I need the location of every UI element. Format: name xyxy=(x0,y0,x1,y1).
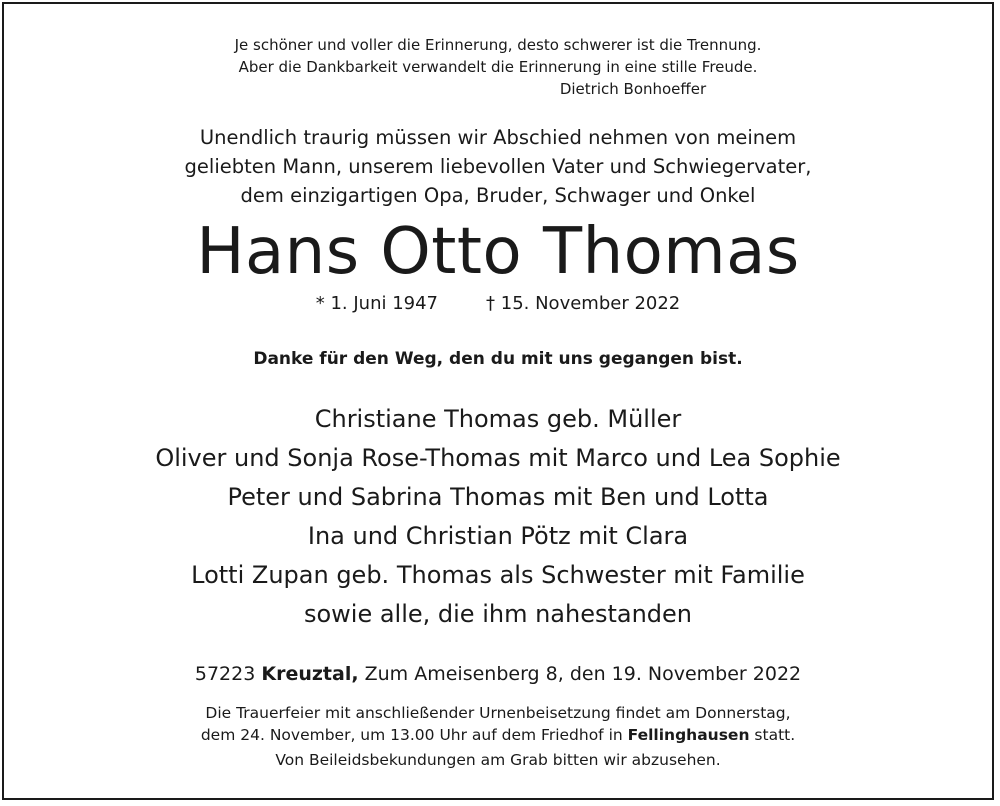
mourner-line: Lotti Zupan geb. Thomas als Schwester mit Familie xyxy=(191,561,805,589)
thanks-line: Danke für den Weg, den du mit uns gegangen bist. xyxy=(253,349,743,369)
intro-line-2: geliebten Mann, unserem liebevollen Vater und Schwiegervater, xyxy=(184,155,812,178)
address-zip: 57223 xyxy=(194,663,256,685)
mourner-line: Ina und Christian Pötz mit Clara xyxy=(307,522,689,550)
bonhoeffer-quote xyxy=(0,34,996,100)
notice-line-2-end: statt. xyxy=(754,725,796,744)
mourner-line: sowie alle, die ihm nahestanden xyxy=(303,600,693,628)
intro-line-1: Unendlich traurig müssen wir Abschied nehmen von meinem xyxy=(199,126,797,149)
notice-line-3: Von Beileidsbekundungen am Grab bitten wir abzusehen. xyxy=(275,751,721,769)
address-rest: Zum Ameisenberg 8, den 19. November 2022 xyxy=(364,663,802,685)
deceased-name: Hans Otto Thomas xyxy=(196,215,800,289)
notice-line-2-start: dem 24. November, um 13.00 Uhr auf dem Friedhof in xyxy=(200,725,623,744)
death-date: † 15. November 2022 xyxy=(486,293,681,314)
quote-line-1: Je schöner und voller die Erinnerung, desto schwerer ist die Trennung. xyxy=(234,36,762,54)
quote-author: Dietrich Bonhoeffer xyxy=(559,80,707,98)
quote-line-2: Aber die Dankbarkeit verwandelt die Erinnerung in eine stille Freude. xyxy=(238,58,758,76)
life-dates xyxy=(0,291,996,317)
birth-date: * 1. Juni 1947 xyxy=(315,293,439,314)
intro-text xyxy=(0,123,996,210)
notice-line-1: Die Trauerfeier mit anschließender Urnenbeisetzung findet am Donnerstag, xyxy=(205,704,791,722)
mourner-line: Oliver und Sonja Rose-Thomas mit Marco und Lea Sophie xyxy=(155,444,841,472)
mourner-line: Peter und Sabrina Thomas mit Ben und Lotta xyxy=(227,483,769,511)
mourner-line: Christiane Thomas geb. Müller xyxy=(314,405,682,433)
notice-line-2 xyxy=(0,725,996,747)
mourners-list xyxy=(0,400,996,634)
funeral-notice xyxy=(0,703,996,772)
address-line xyxy=(0,661,996,688)
intro-line-3: dem einzigartigen Opa, Bruder, Schwager und Onkel xyxy=(240,184,756,207)
address-city: Kreuztal, xyxy=(261,663,359,685)
cemetery-place: Fellinghausen xyxy=(627,725,750,744)
